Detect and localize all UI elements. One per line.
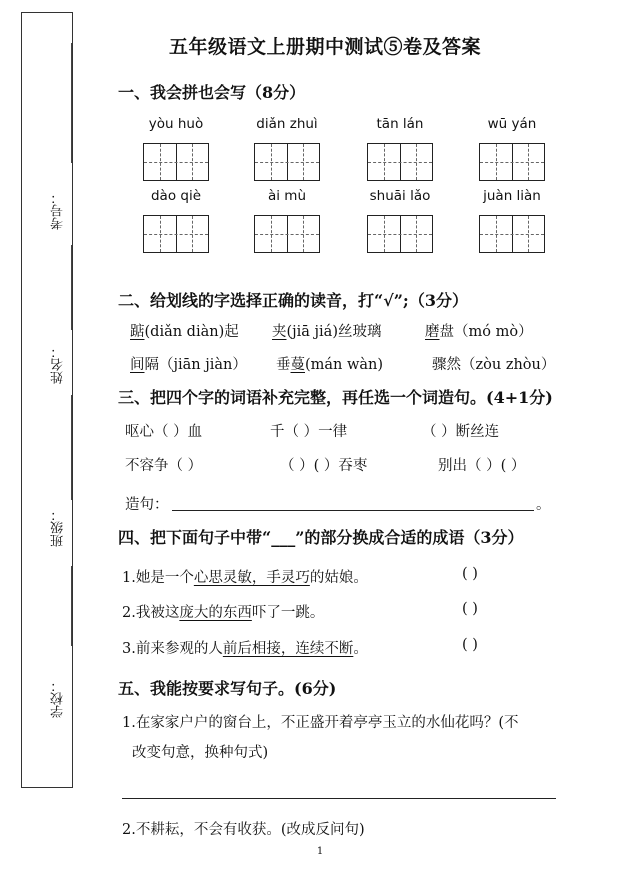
pinyin-4: wū yán [487,116,537,132]
char-box-4[interactable] [479,143,545,181]
reading-item-4: 间隔（jiān jiàn） [130,357,247,373]
name-label: 姓名： [51,345,66,384]
class-label: 班级： [51,508,66,547]
binding-strip [21,12,73,788]
char-box-8[interactable] [479,215,545,253]
section-5-heading: 五、我能按要求写句子。(6分) [118,679,337,698]
page-number: 1 [316,846,324,857]
sentence-label: 造句： [125,497,169,513]
pinyin-7: shuāi lǎo [369,188,431,204]
idiom-5: （ ）( ）吞枣 [280,458,368,474]
rewrite-question-2: 2.不耕耘，不会有收获。(改成反问句) [122,822,365,838]
reading-item-6: 骤然（zòu zhòu） [432,357,556,373]
exam-number-label: 考号： [51,191,66,230]
rewrite-question-1-line1: 1.在家家户户的窗台上，不正盛开着亭亭玉立的水仙花吗？(不 [122,715,519,731]
replace-question-3: 3.前来参观的人前后相接，连续不断。 [122,641,368,657]
sentence-answer-line[interactable] [172,510,534,511]
rewrite-question-1-line2: 改变句意，换种句式) [132,745,269,761]
section-2-heading: 二、给划线的字选择正确的读音，打“√”;（3分） [118,291,468,310]
char-box-3[interactable] [367,143,433,181]
name-line[interactable] [71,245,72,330]
replace-question-1: 1.她是一个心思灵敏，手灵巧的姑娘。 [122,570,368,586]
pinyin-1: yòu huò [148,116,204,132]
char-box-2[interactable] [254,143,320,181]
school-label: 学校： [51,679,66,718]
answer-paren-3[interactable]: ( ) [462,637,478,653]
reading-item-3: 磨盘（mó mò） [425,324,533,340]
char-box-6[interactable] [254,215,320,253]
char-box-5[interactable] [143,215,209,253]
exam-number-line[interactable] [71,43,72,163]
pinyin-5: dào qiè [150,188,202,204]
section-1-heading: 一、我会拼也会写（8分） [118,83,306,102]
pinyin-2: diǎn zhuì [256,116,318,132]
reading-item-2: 夹(jiā jiá)丝玻璃 [272,324,382,340]
pinyin-6: ài mù [267,188,307,204]
answer-paren-1[interactable]: ( ) [462,566,478,582]
page-title: 五年级语文上册期中测试⑤卷及答案 [168,36,481,58]
reading-item-5: 垂蔓(mán wàn) [276,357,384,373]
section-3-heading: 三、把四个字的词语补充完整，再任选一个词造句。(4+1分) [118,388,553,407]
rewrite-answer-line[interactable] [122,798,556,799]
idiom-4: 不容争（ ） [125,458,203,474]
idiom-1: 呕心（ ）血 [125,424,203,440]
school-line[interactable] [71,566,72,646]
reading-item-1: 踮(diǎn diàn)起 [130,324,239,340]
idiom-2: 千（ ）一律 [270,424,348,440]
idiom-6: 别出（ ）( ） [438,458,526,474]
sentence-period: 。 [536,497,551,513]
class-line[interactable] [71,395,72,500]
pinyin-8: juàn liàn [483,188,541,204]
answer-paren-2[interactable]: ( ) [462,601,478,617]
idiom-3: （ ）断丝连 [422,424,500,440]
char-box-7[interactable] [367,215,433,253]
char-box-1[interactable] [143,143,209,181]
replace-question-2: 2.我被这庞大的东西吓了一跳。 [122,605,325,621]
section-4-heading: 四、把下面句子中带“___”的部分换成合适的成语（3分） [118,528,524,547]
pinyin-3: tān lán [376,116,424,132]
